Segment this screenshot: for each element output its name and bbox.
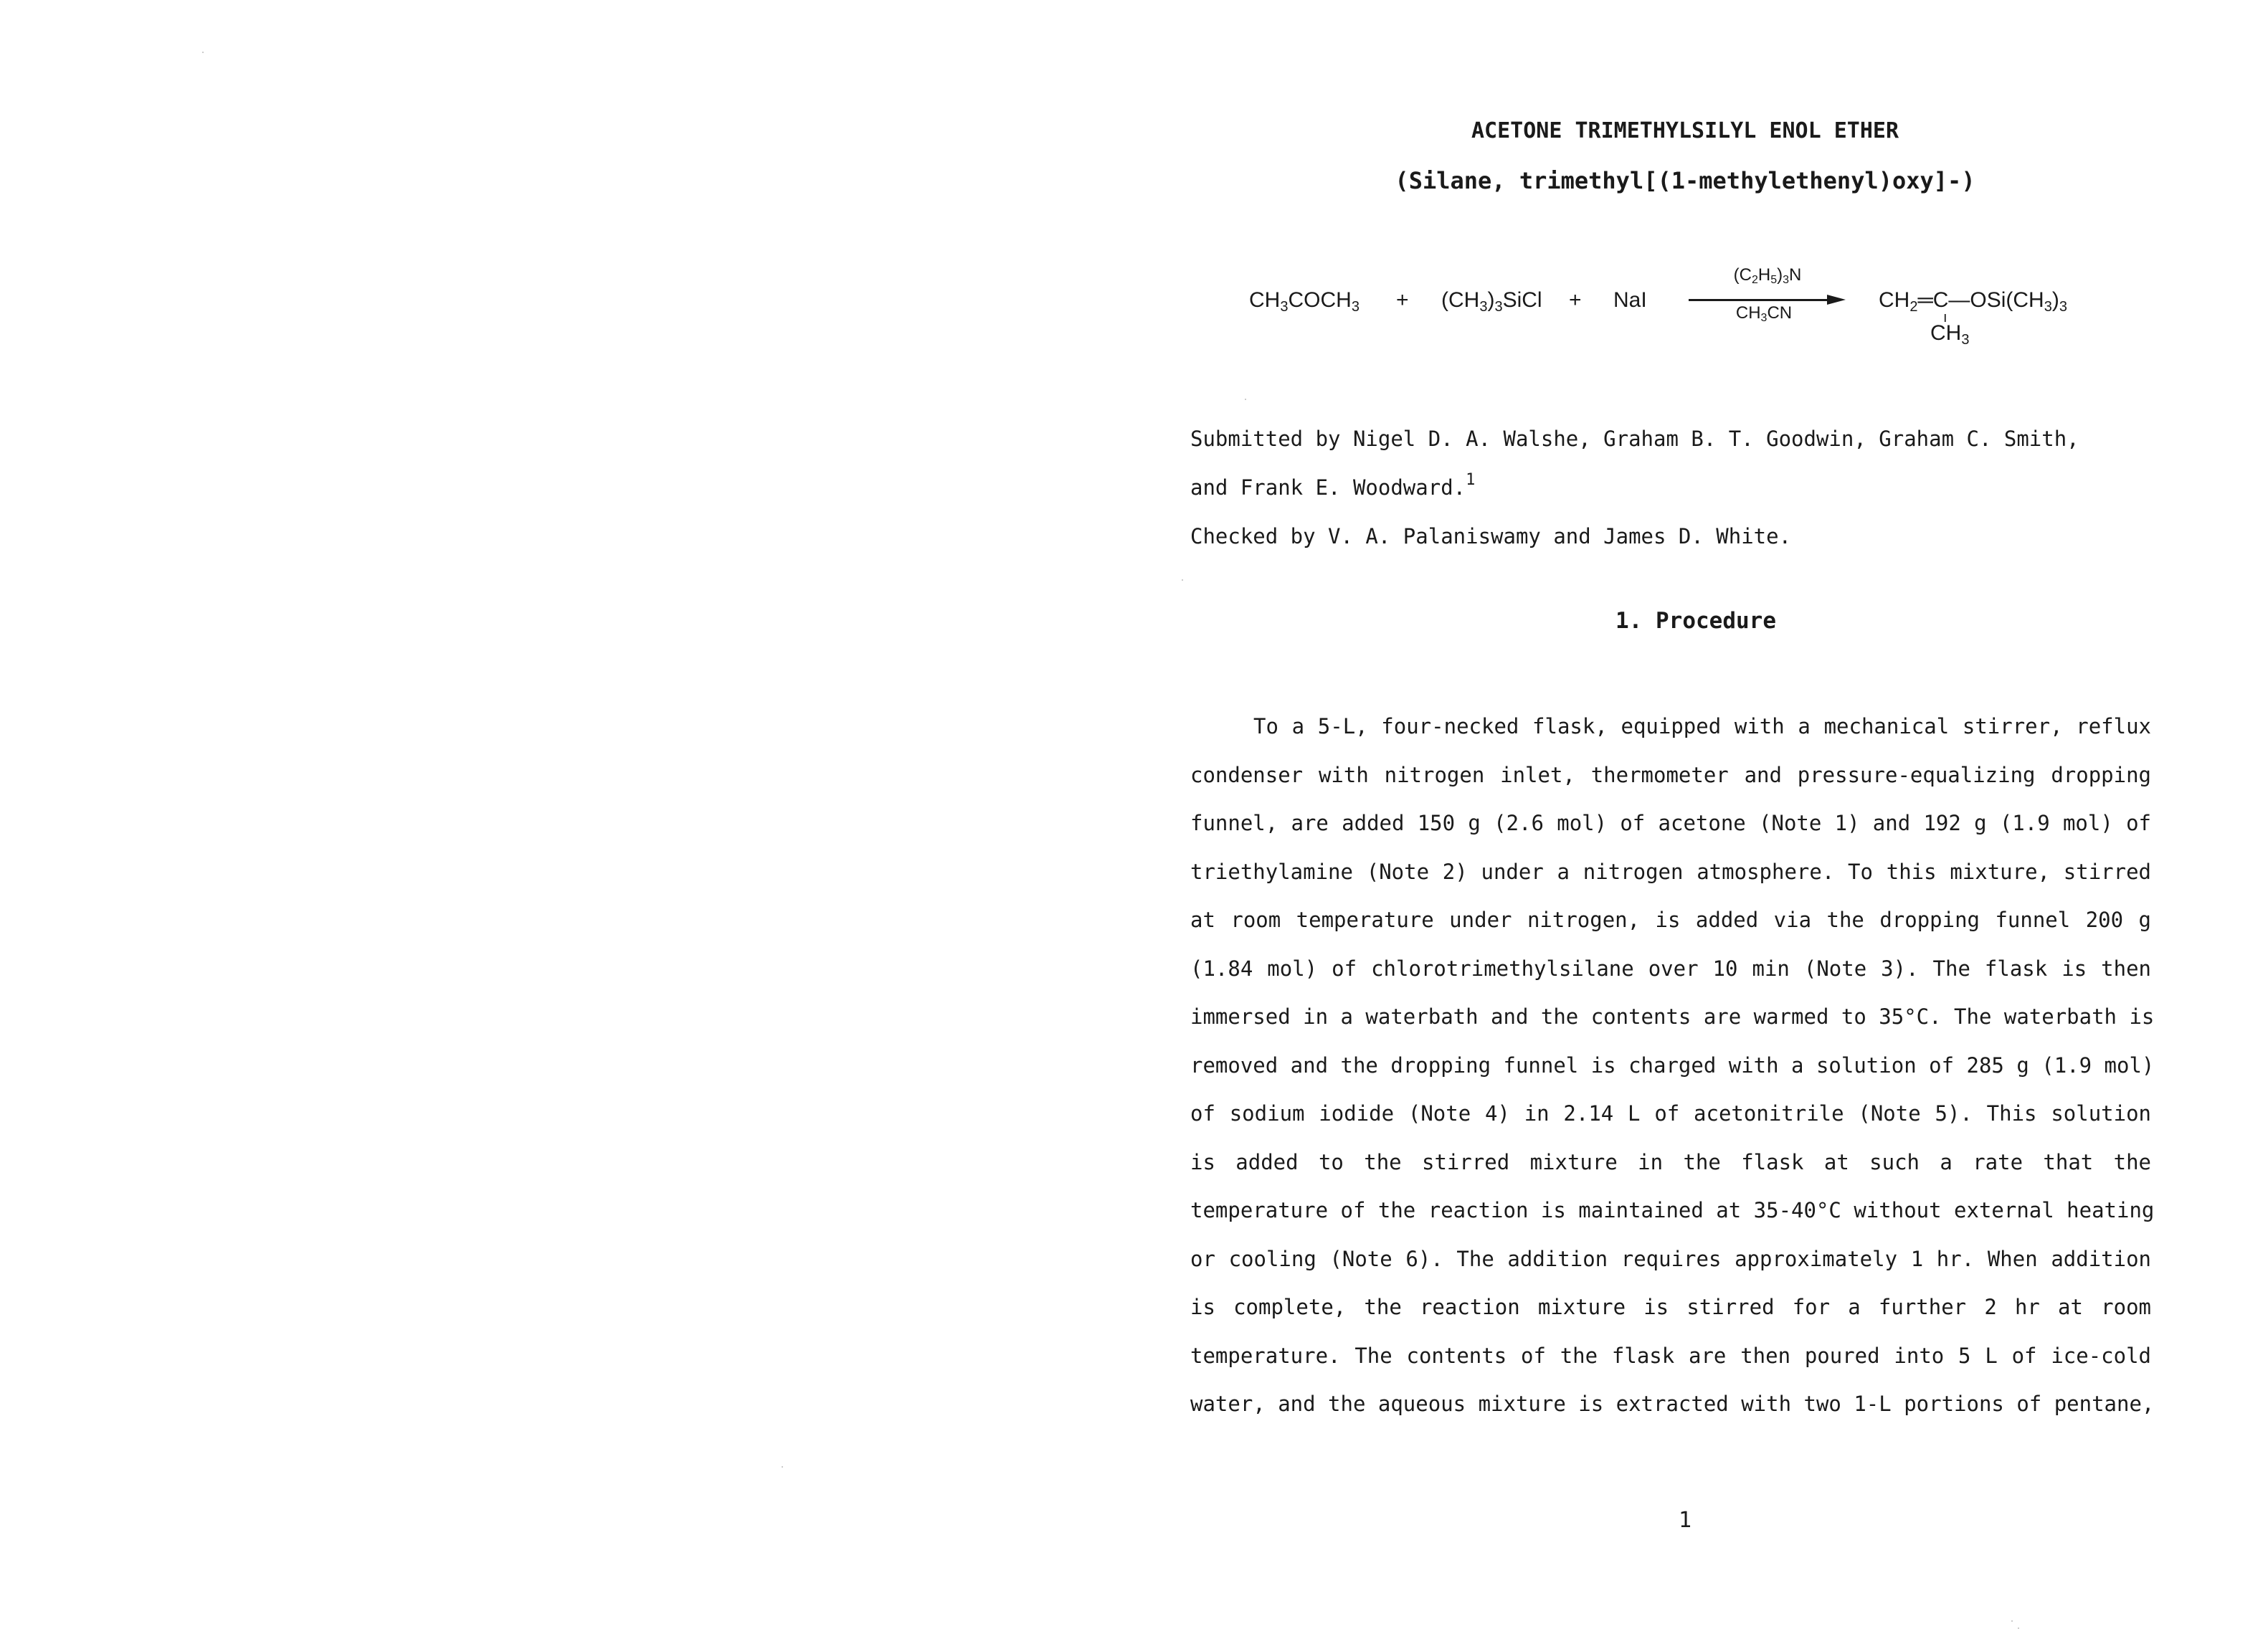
paragraph-line: (1.84 mol) of chlorotrimethylsilane over 10 min (Note 3). The flask is then [1190,956,2151,981]
paragraph-line: condenser with nitrogen inlet, thermometer and pressure-equalizing dropping [1190,762,2151,787]
paragraph-line: To a 5-L, four-necked flask, equipped with a mechanical stirrer, reflux [1253,714,2151,738]
document-title: ACETONE TRIMETHYLSILYL ENOL ETHER [1471,118,1899,143]
paragraph-line: removed and the dropping funnel is charged with a solution of 285 g (1.9 mol) [1190,1052,2155,1078]
reaction-scheme [1190,258,2180,358]
scan-speck [782,1466,783,1468]
paragraph-line: water, and the aqueous mixture is extracted with two 1-L portions of pentane, [1190,1392,2155,1416]
scan-speck [202,52,204,53]
reaction-condition-solvent: $CH_3CN$ [1735,303,1793,324]
document-subtitle: (Silane, trimethyl[(1-methylethenyl)oxy]-) [1395,167,1975,194]
product-bond-tick: ı [1943,310,1947,325]
footnote-marker: 1 [1466,471,1476,489]
document-page [1190,0,2180,1649]
credits-block [1190,414,2180,561]
paragraph-line: or cooling (Note 6). The addition requires approximately 1 hr. When addition [1190,1246,2151,1271]
reaction-condition-base: $(C_2H_5)_3N$ [1733,265,1802,286]
section-heading: 1. Procedure [1615,608,1776,634]
checked-by-line: Checked by V. A. Palaniswamy and James D. White. [1190,524,1792,548]
paragraph-line: funnel, are added 150 g (2.6 mol) of acetone (Note 1) and 192 g (1.9 mol) of [1190,811,2151,835]
plus-sign: + [1396,288,1409,312]
procedure-paragraph [1190,703,2155,1429]
reactant-chlorotrimethylsilane: $(CH_3)_3SiCl$ [1441,288,1542,315]
plus-sign: + [1569,288,1582,312]
submitted-by-line-continued [1190,463,2180,512]
submitted-by-text: and Frank E. Woodward. [1190,475,1466,500]
paragraph-line: is complete, the reaction mixture is stirred for a further 2 hr at room [1190,1295,2151,1319]
reaction-arrow-shaft [1689,299,1832,301]
paragraph-line: immersed in a waterbath and the contents are warmed to 35°C. The waterbath is [1190,1004,2155,1029]
paragraph-line: at room temperature under nitrogen, is added via the dropping funnel 200 g [1190,908,2151,932]
reactant-acetone: $CH_3COCH_3$ [1249,288,1360,315]
paragraph-line: is added to the stirred mixture in the flask at such a rate that the [1190,1149,2151,1174]
page-number: 1 [1678,1508,1692,1533]
paragraph-line: triethylamine (Note 2) under a nitrogen atmosphere. To this mixture, stirred [1190,859,2151,884]
product-methyl-substituent: $CH_3$ [1930,321,1970,348]
product-enol-ether: $CH_2═C—OSi(CH_3)_3$ [1879,288,2067,315]
paragraph-line: temperature of the reaction is maintained at 35-40°C without external heating [1190,1198,2155,1222]
reactant-sodium-iodide: NaI [1613,288,1647,312]
submitted-by-line: Submitted by Nigel D. A. Walshe, Graham B. T. Goodwin, Graham C. Smith, [1190,427,2079,451]
scan-speck [1182,579,1183,581]
paragraph-line: temperature. The contents of the flask are then poured into 5 L of ice-cold [1190,1343,2151,1368]
paragraph-line: of sodium iodide (Note 4) in 2.14 L of acetonitrile (Note 5). This solution [1190,1101,2151,1126]
